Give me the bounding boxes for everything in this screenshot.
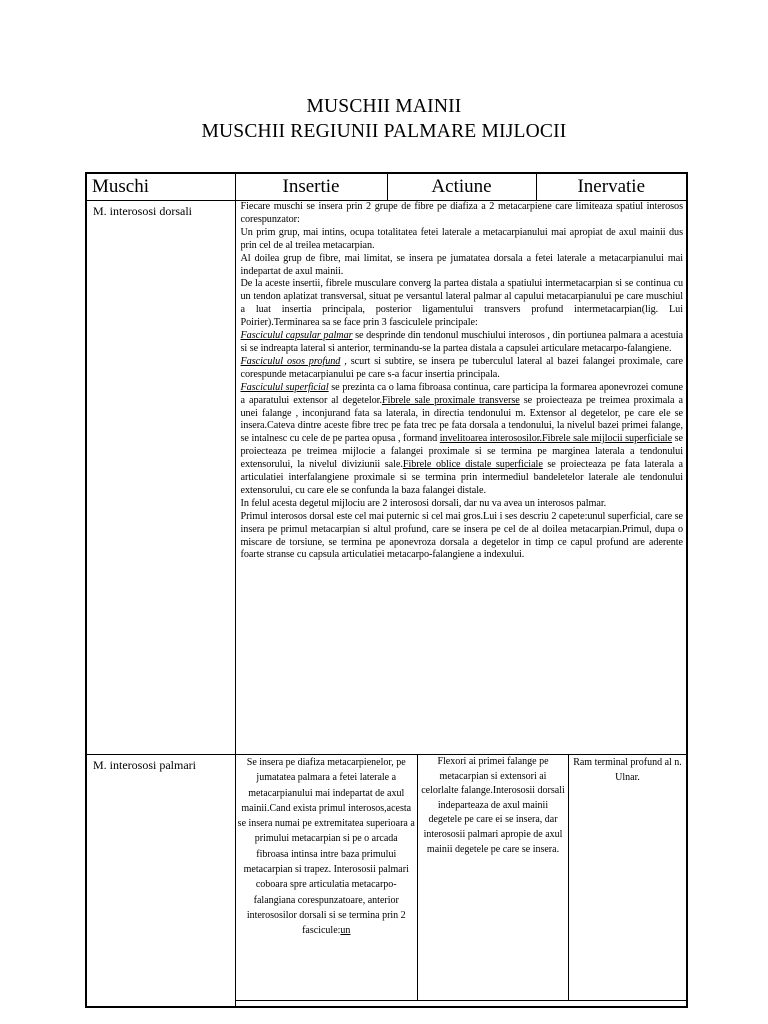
insertie-text: Se insera pe diafiza metacarpienelor, pe jumatatea palmara a fetei laterale a metacarpianului mai indepartat de axul mainii.Cand exista primul interosos,acesta se insera numai pe extremitatea superioara a primului metacarpian si pe o arcada fibroasa intinsa intre baza primului metacarpian si trapez. Interososii palmari coboara spre articulatia metacarpo-falangiana corespunzatoare, anterior interososilor dorsali si se termina prin 2 fascicule: <box>237 757 415 937</box>
fibre-term: invelitoarea interososilor.Fibrele sale mijlocii superficiale <box>439 433 673 445</box>
table-header-row <box>86 173 687 201</box>
muscle-name-cell: M. interososi dorsali <box>86 201 235 755</box>
muscle-name-cell: M. interososi palmari <box>86 755 235 1007</box>
header-inervatie: Inervatie <box>536 173 687 201</box>
text-run: se prezinta ca o lama fibroasa continua, care participa la formarea aponevrozei comune a aparatului extensor al degetelor. <box>240 381 683 406</box>
fascicle-term: Fasciculul capsular palmar <box>240 330 353 342</box>
actiune-cell: Flexori ai primei falange pe metacarpian si extensori ai celorlalte falange.Interososii dorsali indeparteaza de axul mainii degetele pe care ei se insera, dar interososii palmari apropie de axul mainii degetele pe care se insera. <box>418 755 569 1001</box>
palmar-interossei-cells <box>235 755 687 1007</box>
dorsal-interossei-description <box>235 201 687 755</box>
paragraph: In felul acesta degetul mijlociu are 2 interososi dorsali, dar nu va avea un interosos palmar. <box>240 497 607 509</box>
fibre-term: Fibrele sale proximale transverse <box>381 394 520 406</box>
page-title: MUSCHII MAINII <box>306 96 462 117</box>
paragraph: De la aceste insertii, fibrele musculare converg la partea distala a spatiului intermetacarpian si se continua cu un tendon aplatizat transversal, situat pe versantul lateral palmar al capului metacarpianului pe care muschiul a luat insertia principala, posterior ligamentului transvers profund intermetacarpian(lig. Lui Poirier).Terminarea sa se face prin 3 fasciculele principale: <box>240 278 683 329</box>
text-run: se proiecteaza pe treimea mijlocie a falangei proximale si se termina pe marginea laterala a tendonului extensorului, la nivelul diviziunii sale. <box>240 433 683 471</box>
paragraph: Fiecare muschi se insera prin 2 grupe de fibre pe diafiza a 2 metacarpiene care limiteaza spatiul interosos corespunzator: <box>240 201 683 225</box>
fascicle-term: Fasciculul osos profund <box>240 355 341 367</box>
table-row <box>86 755 687 1007</box>
header-actiune: Actiune <box>387 173 536 201</box>
paragraph: Primul interosos dorsal este cel mai puternic si cel mai gros.Lui i ses descriu 2 capete:unul superficial, care se insera pe primul metacarpian si altul profund, care se insera pe cel de al doilea metacarpian.Primul, dupa o miscare de torsiune, se termina pe aponevroza dorsala a degetelor in timp ce capul profund are aderente foarte stranse cu capsula articulatiei metacarpo-falangiene a indexului. <box>240 510 683 561</box>
paragraph: Un prim grup, mai intins, ocupa totalitatea fetei laterale a metacarpianului mai apropiat de axul mainii dus prin cel de al treilea metacarpian. <box>240 226 683 251</box>
muscles-table <box>85 172 688 1008</box>
text-run: se desprinde din tendonul muschiului interosos , din portiunea palmara a acestuia si se indreapta lateral si anterior, terminandu-se la partea distala a capsulei articulare metacarpo-falangiene. <box>240 330 683 354</box>
fibre-term: Fibrele oblice distale superficiale <box>402 459 543 471</box>
table-row <box>86 201 687 755</box>
insertie-cell <box>236 755 418 1001</box>
text-run: se proiecteaza pe treimea proximala a unei falange , inconjurand fata sa laterala, in directia tendonului m. Extensor al degetelor, pe care ele se insera.Cateva dintre aceste fibre trec pe fata trec pe fata dorsala a tendonului, la nivelul bazei primei falange, se intalnesc cu cele de pe partea opusa , formand <box>240 394 683 445</box>
palmar-interossei-subtable <box>236 755 687 1001</box>
inervatie-cell: Ram terminal profund al n. Ulnar. <box>569 755 687 1001</box>
text-run: , scurt si subtire, se insera pe tuberculul lateral al bazei falangei proximale, care corespunde metacarpianului pe care s-a facur insertia principala. <box>240 355 683 380</box>
header-muschi: Muschi <box>86 173 235 201</box>
fascicle-term: Fasciculul superficial <box>240 381 329 393</box>
paragraph: Al doilea grup de fibre, mai limitat, se insera pe jumatatea dorsala a fetei laterale a metacarpianului mai indepartat de axul mainii. <box>240 252 683 277</box>
paragraph <box>241 330 684 356</box>
insertie-tail: un <box>340 925 351 937</box>
header-insertie: Insertie <box>235 173 387 201</box>
page-subtitle: MUSCHII REGIUNII PALMARE MIJLOCII <box>201 121 567 142</box>
paragraph <box>241 356 684 382</box>
text-run: se proiecteaza pe fata laterala a articulatiei interfalangiene proximale si se termina prin intermediul bandeletelor laterale ale tendonului extensorului, cu care ele se confunda la baza falangei distale. <box>240 459 683 496</box>
paragraph <box>241 382 684 498</box>
document-titles <box>0 94 768 144</box>
